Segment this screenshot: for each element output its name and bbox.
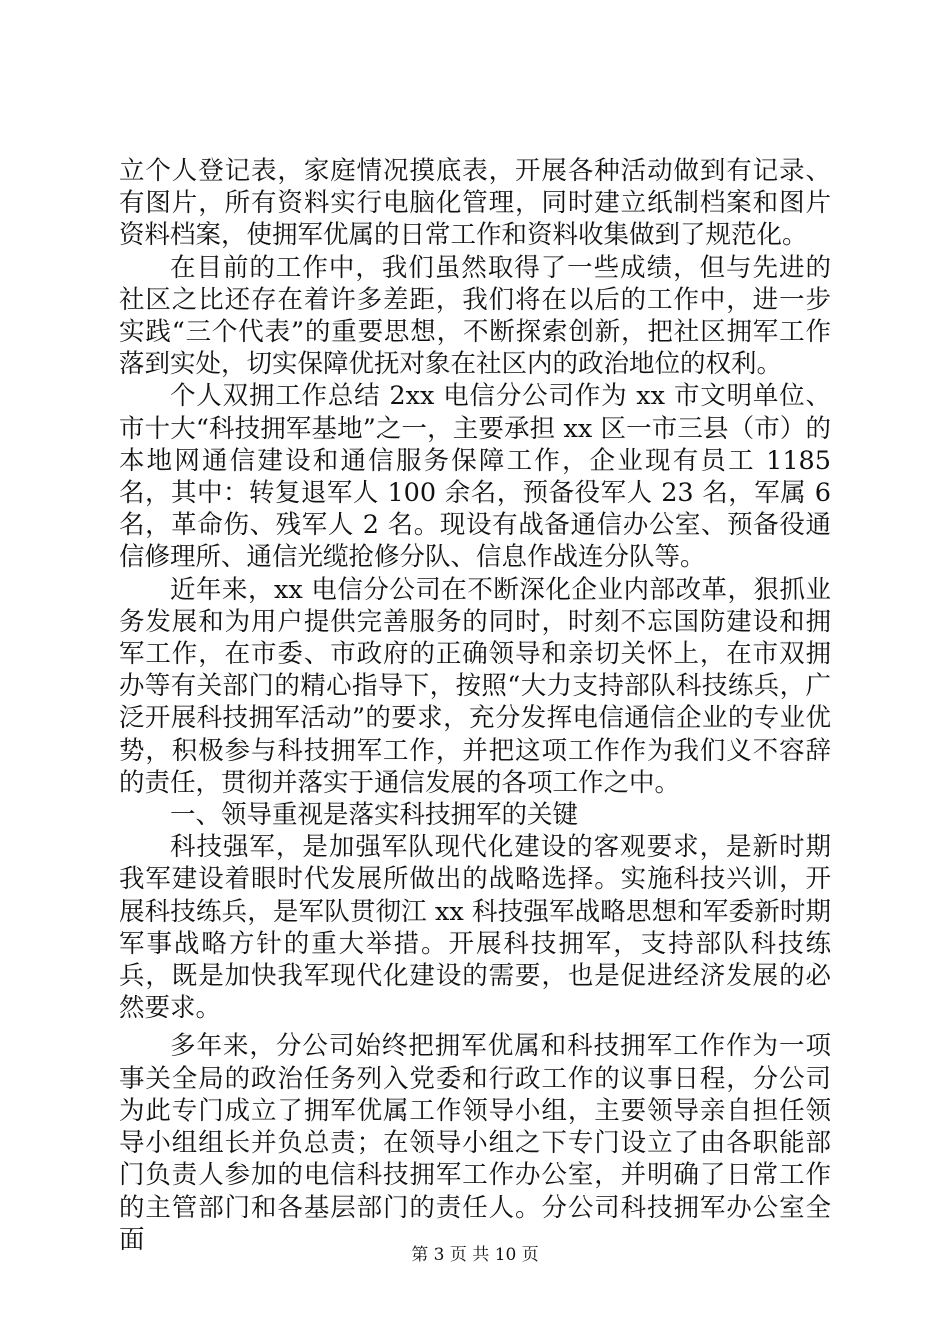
paragraph-tech-military: 科技强军，是加强军队现代化建设的客观要求，是新时期我军建设着眼时代发展所做出的战略选择。实施科技兴训，开展科技练兵，是军队贯彻江 xx 科技强军战略思想和军委新时期军事战略方针的重大举措。开展科技拥军，支持部队科技练兵，既是加快我军现代化建设的需要，也是促进经济发展的必然要求。 — [119, 832, 831, 1024]
paragraph-achievements: 在目前的工作中，我们虽然取得了一些成绩，但与先进的社区之比还存在着许多差距，我们将在以后的工作中，进一步实践“三个代表”的重要思想，不断探索创新，把社区拥军工作落到实处，切实保障优抚对象在社区内的政治地位的权利。 — [119, 252, 831, 380]
document-body — [119, 155, 831, 1256]
page-footer: 第 3 页 共 10 页 — [411, 1245, 539, 1265]
paragraph-recent-years: 近年来，xx 电信分公司在不断深化企业内部改革，狠抓业务发展和为用户提供完善服务的同时，时刻不忘国防建设和拥军工作，在市委、市政府的正确领导和亲切关怀上，在市双拥办等有关部门的精心指导下，按照“大力支持部队科技练兵，广泛开展科技拥军活动”的要求，充分发挥电信通信企业的专业优势，积极参与科技拥军工作，并把这项工作作为我们义不容辞的责任，贯彻并落实于通信发展的各项工作之中。 — [119, 574, 831, 798]
paragraph-continuation: 立个人登记表，家庭情况摸底表，开展各种活动做到有记录、有图片，所有资料实行电脑化管理，同时建立纸制档案和图片资料档案，使拥军优属的日常工作和资料收集做到了规范化。 — [119, 156, 831, 251]
section-heading: 一、领导重视是落实科技拥军的关键 — [170, 800, 579, 831]
paragraph-leadership: 多年来，分公司始终把拥军优属和科技拥军工作作为一项事关全局的政治任务列入党委和行政工作的议事日程，分公司为此专门成立了拥军优属工作领导小组，主要领导亲自担任领导小组组长并负总责；在领导小组之下专门设立了由各职能部门负责人参加的电信科技拥军工作办公室，并明确了日常工作的主管部门和各基层部门的责任人。分公司科技拥军办公室全面 — [119, 1031, 831, 1255]
paragraph-summary-intro: 个人双拥工作总结 2xx 电信分公司作为 xx 市文明单位、市十大“科技拥军基地”之一，主要承担 xx 区一市三县（市）的本地网通信建设和通信服务保障工作，企业现有员工 1185 名，其中：转复退军人 100 余名，预备役军人 23 名，军属 6 名，革命伤、残军人 2 名。现设有战备通信办公室、预备役通信修理所、通信光缆抢修分队、信息作战连分队等。 — [119, 381, 831, 573]
